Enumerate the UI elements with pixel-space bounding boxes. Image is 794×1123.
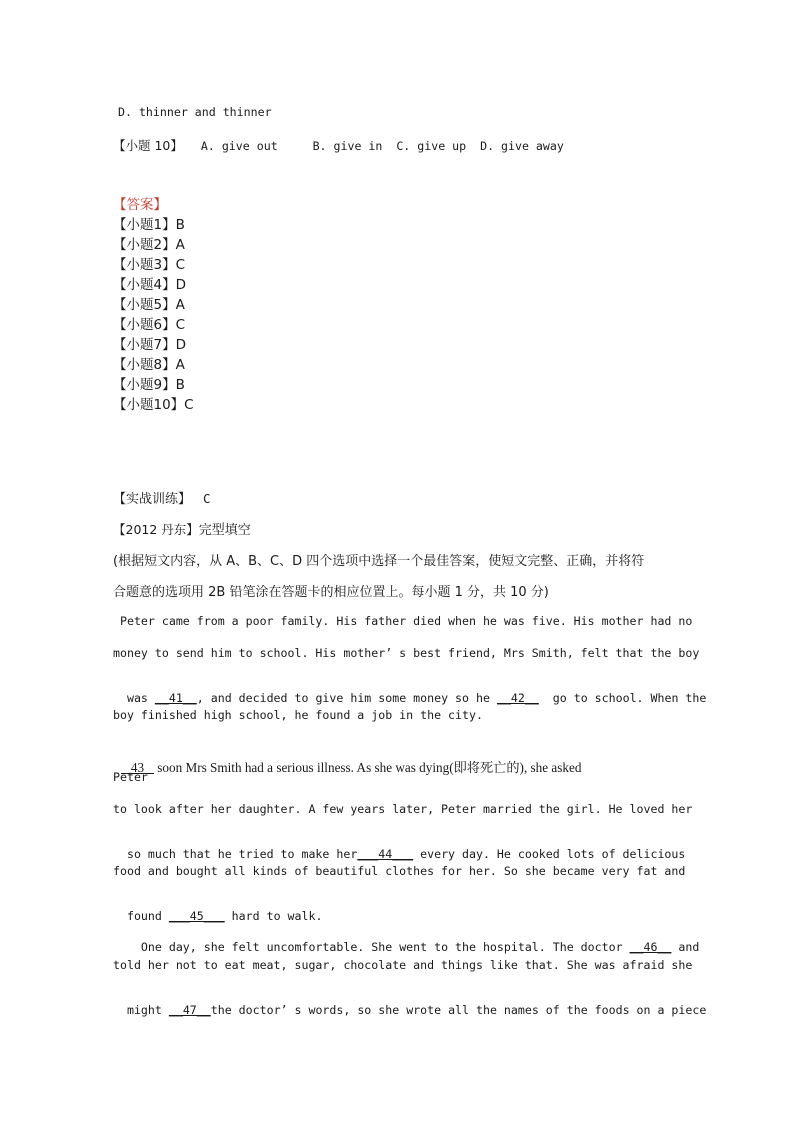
blank-44: ___44___ xyxy=(357,847,414,861)
text-fragment: soon Mrs Smith had a serious illness. As she was dying(即将死亡的), she asked xyxy=(153,760,582,775)
blank-46: __46__ xyxy=(629,940,672,954)
passage-line-9: food and bought all kinds of beautiful clothes for her. So she became very fat and xyxy=(113,864,686,878)
text-fragment: go to school. When the xyxy=(538,691,707,705)
blank-42: __42__ xyxy=(496,691,539,705)
practice-level: C xyxy=(203,491,211,506)
passage-line-11 xyxy=(113,926,699,954)
text-fragment: One day, she felt uncomfortable. She went to the hospital. The doctor xyxy=(126,940,630,954)
answer-item: 【小题7】D xyxy=(113,337,186,353)
blank-45: ___45___ xyxy=(168,909,225,923)
text-fragment: was xyxy=(126,691,155,705)
passage-line-13 xyxy=(113,989,706,1017)
instruction-line-2: 合题意的选项用 2B 铅笔涂在答题卡的相应位置上。每小题 1 分，共 10 分) xyxy=(113,585,549,600)
source-line xyxy=(113,519,251,539)
passage-line-2: money to send him to school. His mother’ s best friend, Mrs Smith, felt that the boy xyxy=(113,646,700,660)
source-label: 【2012 丹东】 xyxy=(113,522,199,537)
answers-list xyxy=(113,215,194,415)
passage-line-7: to look after her daughter. A few years later, Peter married the girl. He loved her xyxy=(113,802,693,816)
text-fragment: found xyxy=(126,909,169,923)
text-fragment: hard to walk. xyxy=(224,909,323,923)
passage-line-1: Peter came from a poor family. His father died when he was five. His mother had no xyxy=(113,614,693,628)
text-fragment: every day. He cooked lots of delicious xyxy=(413,847,686,861)
answer-item: 【小题1】B xyxy=(113,217,185,233)
answers-heading: 【答案】 xyxy=(113,197,167,213)
text-fragment: so much that he tried to make her xyxy=(126,847,358,861)
text-fragment: the doctor’ s words, so she wrote all the names of the foods on a piece xyxy=(210,1003,707,1017)
answer-item: 【小题6】C xyxy=(113,317,186,333)
passage-line-6: Peter xyxy=(113,770,148,784)
answer-item: 【小题10】C xyxy=(113,397,194,413)
text-fragment: might xyxy=(126,1003,169,1017)
passage-line-4: boy finished high school, he found a job in the city. xyxy=(113,708,483,722)
text-fragment: and xyxy=(671,940,700,954)
answer-item: 【小题4】D xyxy=(113,277,186,293)
passage-line-10 xyxy=(113,895,322,923)
answer-item: 【小题9】B xyxy=(113,377,185,393)
option-d-line: D. thinner and thinner xyxy=(118,105,272,119)
question-10-line xyxy=(113,136,564,155)
question-10-options: A. give out B. give in C. give up D. give away xyxy=(200,139,564,153)
passage-line-12: told her not to eat meat, sugar, chocolate and things like that. She was afraid she xyxy=(113,958,693,972)
exercise-type: 完型填空 xyxy=(198,523,251,538)
passage-line-3 xyxy=(113,677,706,705)
practice-label: 【实战训练】 xyxy=(113,492,192,507)
answer-item: 【小题3】C xyxy=(113,257,186,273)
question-10-label: 【小题 10】 xyxy=(113,138,183,153)
passage-line-8 xyxy=(113,833,685,861)
answer-item: 【小题5】A xyxy=(113,297,185,313)
text-fragment: , and decided to give him some money so he xyxy=(196,691,497,705)
passage-line-5 xyxy=(113,739,581,777)
instruction-line-1: (根据短文内容，从 A、B、C、D 四个选项中选择一个最佳答案，使短文完整、正确，并将符 xyxy=(113,554,645,569)
answer-item: 【小题2】A xyxy=(113,237,185,253)
answer-item: 【小题8】A xyxy=(113,357,185,373)
blank-41: __41__ xyxy=(154,691,197,705)
practice-heading xyxy=(113,488,211,508)
blank-43: 43 xyxy=(121,760,154,775)
blank-47: __47__ xyxy=(168,1003,211,1017)
